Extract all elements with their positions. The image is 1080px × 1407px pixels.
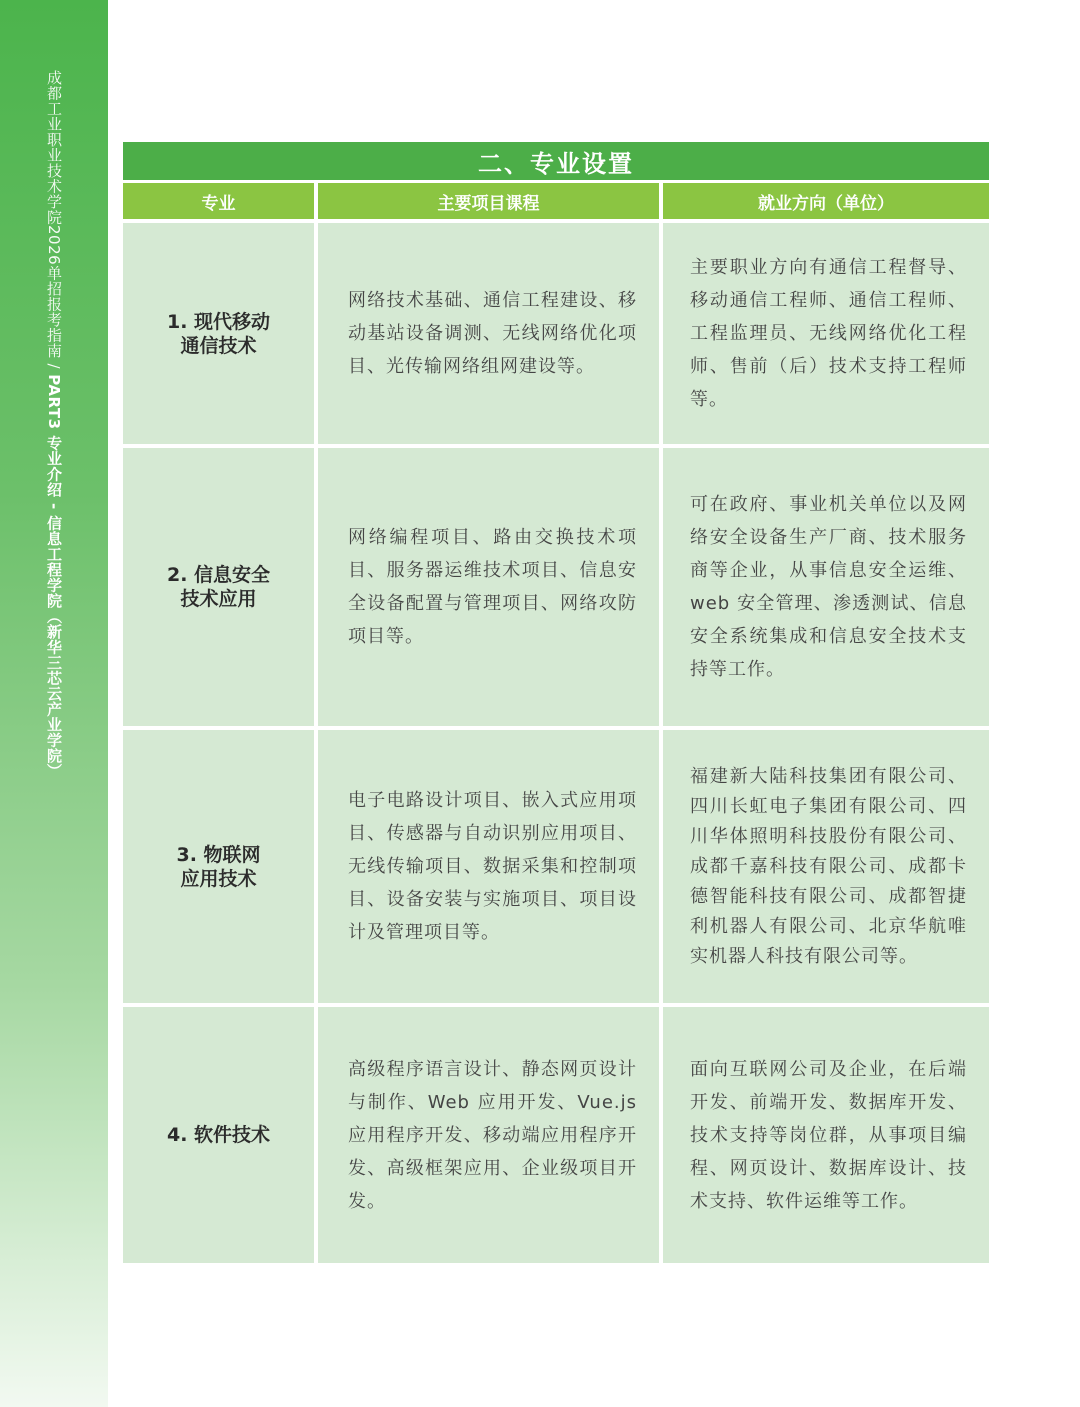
major-name: 4. 软件技术 (123, 1007, 314, 1263)
course-list: 网络编程项目、路由交换技术项目、服务器运维技术项目、信息安全设备配置与管理项目、网络攻防项目等。 (318, 448, 659, 726)
running-header-part: PART3 专业介绍 - 信息工程学院（新华三芯云产业学院） (45, 374, 63, 779)
major-name: 1. 现代移动 通信技术 (123, 223, 314, 444)
table-row (123, 1007, 989, 1263)
table-header (123, 183, 989, 219)
major-name: 3. 物联网 应用技术 (123, 730, 314, 1003)
course-list: 网络技术基础、通信工程建设、移动基站设备调测、无线网络优化项目、光传输网络组网建设等。 (318, 223, 659, 444)
running-header (44, 70, 65, 779)
header-major: 专业 (123, 183, 314, 219)
header-courses: 主要项目课程 (318, 183, 659, 219)
career-direction: 主要职业方向有通信工程督导、移动通信工程师、通信工程师、工程监理员、无线网络优化工程师、售前（后）技术支持工程师等。 (663, 223, 989, 444)
course-list: 高级程序语言设计、静态网页设计与制作、Web 应用开发、Vue.js 应用程序开发、移动端应用程序开发、高级框架应用、企业级项目开发。 (318, 1007, 659, 1263)
course-list: 电子电路设计项目、嵌入式应用项目、传感器与自动识别应用项目、无线传输项目、数据采集和控制项目、设备安装与实施项目、项目设计及管理项目等。 (318, 730, 659, 1003)
career-direction: 面向互联网公司及企业，在后端开发、前端开发、数据库开发、技术支持等岗位群，从事项目编程、网页设计、数据库设计、技术支持、软件运维等工作。 (663, 1007, 989, 1263)
side-band (0, 0, 108, 1407)
table-row (123, 223, 989, 444)
career-direction: 福建新大陆科技集团有限公司、四川长虹电子集团有限公司、四川华体照明科技股份有限公司、成都千嘉科技有限公司、成都卡德智能科技有限公司、成都智捷利机器人有限公司、北京华航唯实机器人科技有限公司等。 (663, 730, 989, 1003)
table-row (123, 730, 989, 1003)
major-name: 2. 信息安全 技术应用 (123, 448, 314, 726)
running-header-guide: 成都工业职业技术学院2026单招报考指南 / (45, 70, 63, 375)
section-title: 二、专业设置 (123, 142, 989, 180)
header-careers: 就业方向（单位） (663, 183, 989, 219)
career-direction: 可在政府、事业机关单位以及网络安全设备生产厂商、技术服务商等企业，从事信息安全运维、web 安全管理、渗透测试、信息安全系统集成和信息安全技术支持等工作。 (663, 448, 989, 726)
table-row (123, 448, 989, 726)
